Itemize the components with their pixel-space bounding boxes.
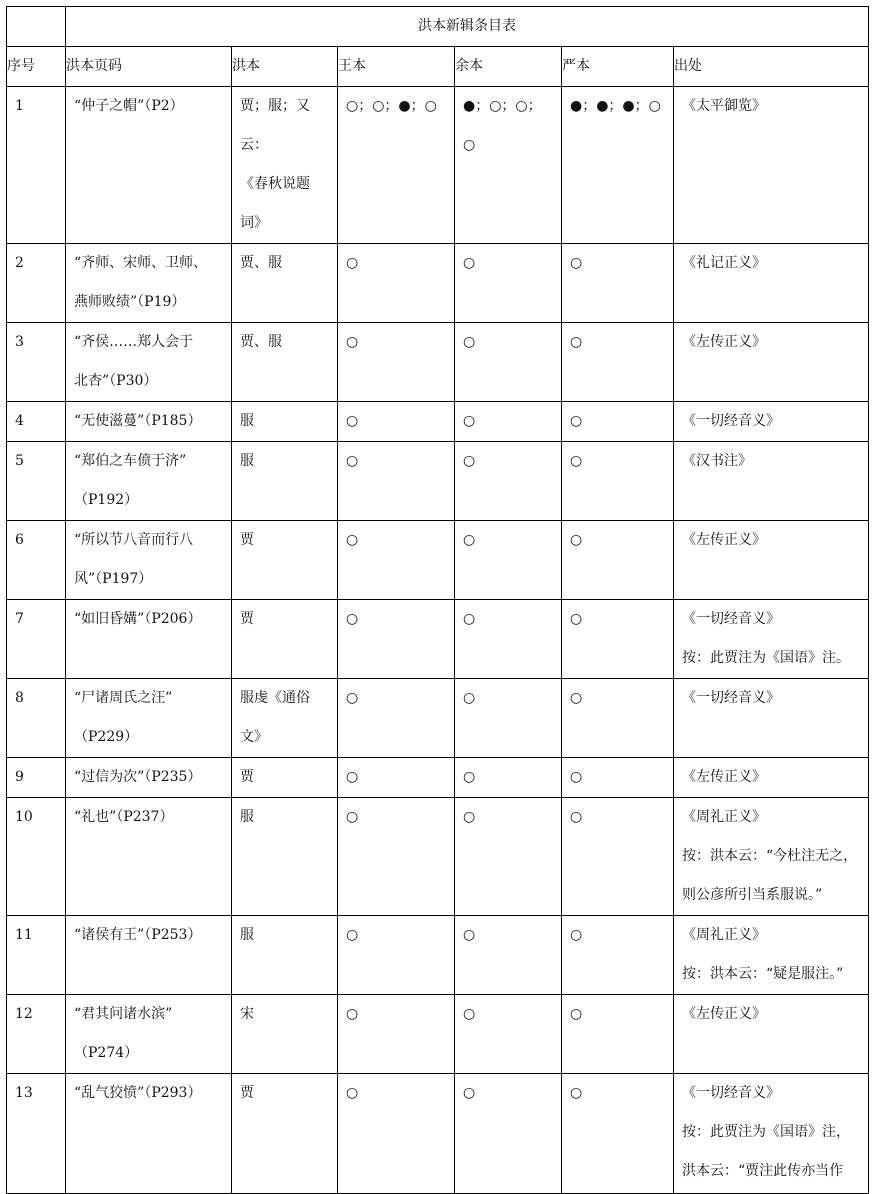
row-yu xyxy=(455,244,562,323)
row-yan xyxy=(562,521,674,600)
row-wang-line: ○ xyxy=(346,413,359,429)
row-hong-line: 文》 xyxy=(240,729,268,745)
row-yu-line: ○ xyxy=(463,927,476,943)
table-row xyxy=(7,402,869,442)
row-wang-line: ○ xyxy=(346,927,359,943)
row-yan-line: ○ xyxy=(570,532,583,548)
row-hong-line: 贾、服 xyxy=(240,334,282,350)
row-yu-line: ●；○；○； xyxy=(463,98,542,114)
row-page-line: 风”（P197） xyxy=(74,571,153,587)
row-yu xyxy=(455,995,562,1074)
row-page-line: “郑伯之车偾于济” xyxy=(74,453,187,469)
row-source xyxy=(674,600,869,679)
row-hong xyxy=(232,916,338,995)
row-wang xyxy=(338,679,455,758)
table-row xyxy=(7,758,869,798)
row-hong-line: 宋 xyxy=(240,1006,254,1022)
row-yu xyxy=(455,1074,562,1194)
row-no xyxy=(7,758,66,798)
row-page-line: “礼也”（P237） xyxy=(74,809,174,825)
row-no xyxy=(7,916,66,995)
row-yan-line: ○ xyxy=(570,1006,583,1022)
row-source-line: 则公彦所引当系服说。” xyxy=(682,887,823,903)
table-row xyxy=(7,679,869,758)
table-row xyxy=(7,600,869,679)
row-yu-line: ○ xyxy=(463,453,476,469)
row-yu-line: ○ xyxy=(463,690,476,706)
row-hong xyxy=(232,521,338,600)
row-page-line: “君其问诸水滨” xyxy=(74,1006,173,1022)
row-page xyxy=(66,995,232,1074)
row-page-line: 北杏”（P30） xyxy=(74,373,158,389)
row-no xyxy=(7,600,66,679)
row-no xyxy=(7,87,66,244)
row-wang xyxy=(338,1074,455,1194)
row-hong xyxy=(232,323,338,402)
row-page-line: “无使滋蔓”（P185） xyxy=(74,413,202,429)
row-no-text: 3 xyxy=(15,334,24,350)
row-page-line: 燕师败绩”（P19） xyxy=(74,294,186,310)
row-page-line: “齐师、宋师、卫师、 xyxy=(74,255,208,271)
row-source-line: 《左传正义》 xyxy=(682,1006,766,1022)
row-yan xyxy=(562,600,674,679)
row-no xyxy=(7,402,66,442)
header-wang: 王本 xyxy=(338,47,455,87)
row-hong-line: 贾 xyxy=(240,532,254,548)
row-page xyxy=(66,916,232,995)
entries-table xyxy=(6,6,869,1194)
row-wang-line: ○ xyxy=(346,1006,359,1022)
header-source: 出处 xyxy=(674,47,869,87)
row-no xyxy=(7,679,66,758)
row-hong xyxy=(232,758,338,798)
row-source-line: 按：洪本云：“疑是服注。” xyxy=(682,966,844,982)
row-yan-line: ○ xyxy=(570,453,583,469)
row-source-line: 《周礼正义》 xyxy=(682,927,766,943)
row-yu-line: ○ xyxy=(463,255,476,271)
row-yu-line: ○ xyxy=(463,532,476,548)
header-no: 序号 xyxy=(7,47,66,87)
row-wang-line: ○ xyxy=(346,611,359,627)
row-yan xyxy=(562,798,674,916)
row-source-line: 《左传正义》 xyxy=(682,334,766,350)
row-hong xyxy=(232,402,338,442)
row-yan-line: ●；●；●；○ xyxy=(570,98,661,114)
header-hong: 洪本 xyxy=(232,47,338,87)
row-hong-line: 服 xyxy=(240,413,254,429)
title-row xyxy=(7,7,869,47)
row-yu-line: ○ xyxy=(463,769,476,785)
row-yu-line: ○ xyxy=(463,413,476,429)
row-page xyxy=(66,87,232,244)
row-source xyxy=(674,521,869,600)
row-no xyxy=(7,1074,66,1194)
row-wang-line: ○ xyxy=(346,453,359,469)
row-hong-line: 贾 xyxy=(240,611,254,627)
row-wang-line: ○ xyxy=(346,255,359,271)
row-no xyxy=(7,442,66,521)
table-row xyxy=(7,323,869,402)
row-hong xyxy=(232,679,338,758)
row-source-line: 《礼记正义》 xyxy=(682,255,766,271)
row-source-line: 《太平御览》 xyxy=(682,98,766,114)
row-yu-line: ○ xyxy=(463,334,476,350)
row-no xyxy=(7,798,66,916)
row-hong-line: 服 xyxy=(240,453,254,469)
row-yu xyxy=(455,798,562,916)
table-title: 洪本新辑条目表 xyxy=(66,7,869,47)
row-wang-line: ○；○；●；○ xyxy=(346,98,437,114)
row-yan-line: ○ xyxy=(570,334,583,350)
row-yan-line: ○ xyxy=(570,255,583,271)
table-row xyxy=(7,521,869,600)
row-yan xyxy=(562,995,674,1074)
row-source xyxy=(674,87,869,244)
table-body xyxy=(7,87,869,1194)
row-wang-line: ○ xyxy=(346,532,359,548)
row-wang xyxy=(338,442,455,521)
row-no-text: 12 xyxy=(15,1006,33,1022)
row-no-text: 9 xyxy=(15,769,24,785)
row-wang xyxy=(338,244,455,323)
row-no-text: 10 xyxy=(15,809,33,825)
row-yan xyxy=(562,402,674,442)
row-source-line: 《一切经音义》 xyxy=(682,1085,780,1101)
row-page xyxy=(66,758,232,798)
row-page-line: “齐侯……郑人会于 xyxy=(74,334,194,350)
table-row xyxy=(7,442,869,521)
header-yu: 余本 xyxy=(455,47,562,87)
row-wang xyxy=(338,798,455,916)
row-page-line: “尸诸周氏之汪” xyxy=(74,690,173,706)
table-row xyxy=(7,1074,869,1194)
row-yu xyxy=(455,600,562,679)
row-source-line: 洪本云：“贾注此传亦当作 xyxy=(682,1163,844,1179)
row-page xyxy=(66,323,232,402)
row-no-text: 13 xyxy=(15,1085,33,1101)
row-hong xyxy=(232,1074,338,1194)
row-wang-line: ○ xyxy=(346,809,359,825)
row-wang xyxy=(338,87,455,244)
row-hong xyxy=(232,244,338,323)
row-hong xyxy=(232,87,338,244)
table-row xyxy=(7,916,869,995)
row-yu-line: ○ xyxy=(463,809,476,825)
row-hong-line: 服虔《通俗 xyxy=(240,690,310,706)
row-page xyxy=(66,600,232,679)
row-no-text: 8 xyxy=(15,690,24,706)
row-source-line: 《左传正义》 xyxy=(682,769,766,785)
row-source-line: 《汉书注》 xyxy=(682,453,752,469)
row-yu xyxy=(455,442,562,521)
row-wang xyxy=(338,995,455,1074)
row-yan xyxy=(562,87,674,244)
row-page xyxy=(66,798,232,916)
row-yan xyxy=(562,442,674,521)
row-no xyxy=(7,323,66,402)
row-hong xyxy=(232,798,338,916)
header-page: 洪本页码 xyxy=(66,47,232,87)
row-yan-line: ○ xyxy=(570,1085,583,1101)
row-yan-line: ○ xyxy=(570,809,583,825)
row-hong-line: 服 xyxy=(240,927,254,943)
row-source xyxy=(674,402,869,442)
row-yan-line: ○ xyxy=(570,690,583,706)
row-wang xyxy=(338,916,455,995)
row-source xyxy=(674,916,869,995)
row-page xyxy=(66,244,232,323)
row-no-text: 7 xyxy=(15,611,24,627)
row-yu xyxy=(455,521,562,600)
row-page xyxy=(66,1074,232,1194)
table-row xyxy=(7,87,869,244)
row-source-line: 按：洪本云：“今杜注无之， xyxy=(682,848,858,864)
row-yan xyxy=(562,758,674,798)
row-yu-line: ○ xyxy=(463,1085,476,1101)
row-no-text: 5 xyxy=(15,453,24,469)
row-page-line: （P274） xyxy=(74,1045,139,1061)
row-no xyxy=(7,244,66,323)
row-page-line: “过信为次”（P235） xyxy=(74,769,202,785)
row-source xyxy=(674,679,869,758)
row-page-line: “仲子之帽”（P2） xyxy=(74,98,184,114)
row-page-line: “如旧昏媾”（P206） xyxy=(74,611,202,627)
row-yan xyxy=(562,323,674,402)
row-source-line: 《一切经音义》 xyxy=(682,413,780,429)
row-wang xyxy=(338,323,455,402)
row-source xyxy=(674,995,869,1074)
row-no xyxy=(7,521,66,600)
row-yu-line: ○ xyxy=(463,137,476,153)
row-page-line: “乱气狡愤”（P293） xyxy=(74,1085,202,1101)
row-source xyxy=(674,323,869,402)
row-yan-line: ○ xyxy=(570,927,583,943)
row-wang-line: ○ xyxy=(346,769,359,785)
row-yan xyxy=(562,679,674,758)
row-wang xyxy=(338,402,455,442)
row-page xyxy=(66,521,232,600)
row-source-line: 《周礼正义》 xyxy=(682,809,766,825)
row-hong-line: 贾 xyxy=(240,1085,254,1101)
row-yu-line: ○ xyxy=(463,611,476,627)
row-page-line: “所以节八音而行八 xyxy=(74,532,194,548)
row-yan-line: ○ xyxy=(570,413,583,429)
row-yu xyxy=(455,323,562,402)
row-source-line: 按：此贾注为《国语》注。 xyxy=(682,650,850,666)
row-page xyxy=(66,679,232,758)
row-hong-line: 贾、服 xyxy=(240,255,282,271)
row-hong-line: 贾 xyxy=(240,769,254,785)
row-page-line: “诸侯有王”（P253） xyxy=(74,927,202,943)
row-source xyxy=(674,758,869,798)
header-row xyxy=(7,47,869,87)
row-source xyxy=(674,442,869,521)
row-page-line: （P229） xyxy=(74,729,139,745)
table-row xyxy=(7,798,869,916)
title-spacer xyxy=(7,7,66,47)
row-no-text: 1 xyxy=(15,98,24,114)
table-row xyxy=(7,995,869,1074)
row-yu-line: ○ xyxy=(463,1006,476,1022)
row-hong-line: 《春秋说题 xyxy=(240,176,310,192)
row-no-text: 6 xyxy=(15,532,24,548)
row-yan-line: ○ xyxy=(570,611,583,627)
row-yan-line: ○ xyxy=(570,769,583,785)
row-wang xyxy=(338,521,455,600)
row-yan xyxy=(562,916,674,995)
row-yan xyxy=(562,244,674,323)
row-hong-line: 贾；服；又云： xyxy=(240,98,310,153)
row-page-line: （P192） xyxy=(74,492,139,508)
row-source-line: 《一切经音义》 xyxy=(682,690,780,706)
row-hong-line: 词》 xyxy=(240,215,268,231)
header-yan: 严本 xyxy=(562,47,674,87)
row-no-text: 11 xyxy=(15,927,33,943)
row-wang-line: ○ xyxy=(346,1085,359,1101)
row-yu xyxy=(455,402,562,442)
row-hong xyxy=(232,600,338,679)
row-source-line: 《左传正义》 xyxy=(682,532,766,548)
row-source-line: 按：此贾注为《国语》注， xyxy=(682,1124,850,1140)
row-no xyxy=(7,995,66,1074)
row-yu xyxy=(455,87,562,244)
row-page xyxy=(66,442,232,521)
row-page xyxy=(66,402,232,442)
row-source xyxy=(674,1074,869,1194)
row-yu xyxy=(455,679,562,758)
row-hong-line: 服 xyxy=(240,809,254,825)
row-hong xyxy=(232,442,338,521)
row-hong xyxy=(232,995,338,1074)
row-yan xyxy=(562,1074,674,1194)
row-source xyxy=(674,798,869,916)
row-source xyxy=(674,244,869,323)
row-wang-line: ○ xyxy=(346,690,359,706)
row-yu xyxy=(455,916,562,995)
row-source-line: 《一切经音义》 xyxy=(682,611,780,627)
table-row xyxy=(7,244,869,323)
row-wang xyxy=(338,758,455,798)
row-wang xyxy=(338,600,455,679)
row-no-text: 4 xyxy=(15,413,24,429)
row-wang-line: ○ xyxy=(346,334,359,350)
row-no-text: 2 xyxy=(15,255,24,271)
row-yu xyxy=(455,758,562,798)
